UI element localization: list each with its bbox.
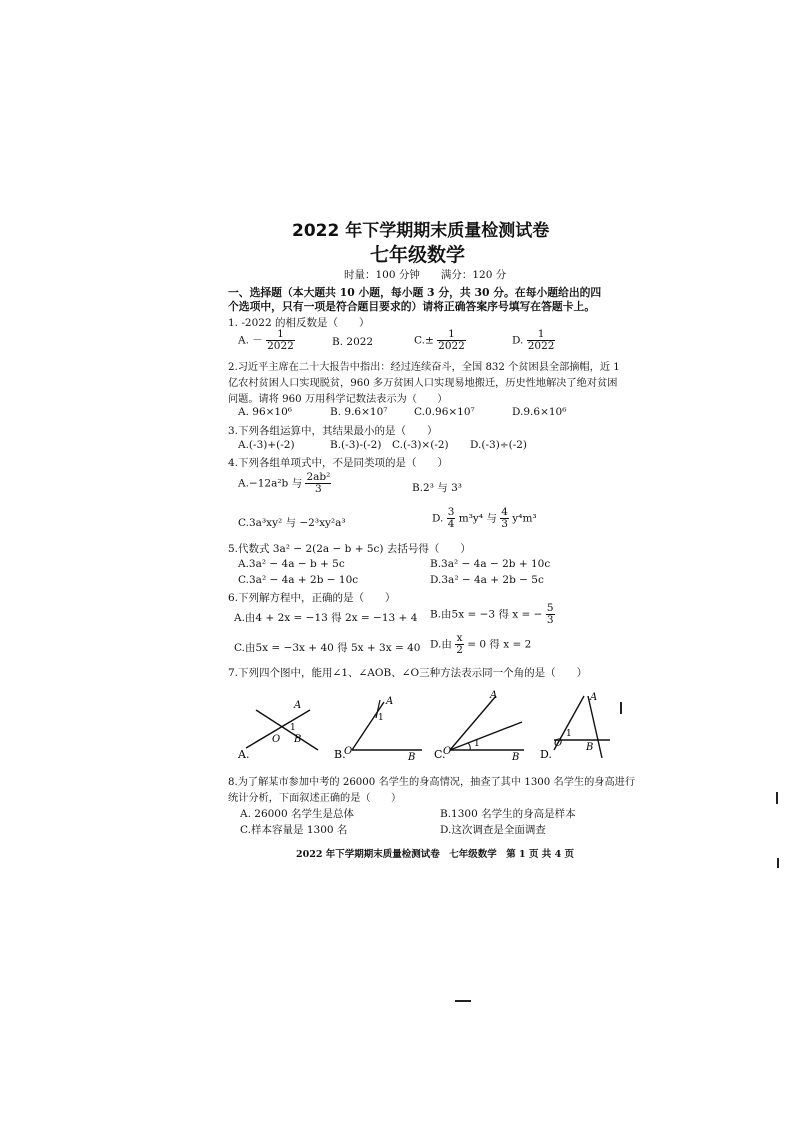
q2-line1: 2.习近平主席在二十大报告中指出：经过连续奋斗，全国 832 个贫困县全部摘帽，近 1 bbox=[228, 362, 620, 373]
q7-a-point-b: B bbox=[294, 734, 302, 745]
exam-title: 2022 年下学期期末质量检测试卷 bbox=[292, 221, 550, 241]
q7-figure-c bbox=[434, 688, 534, 760]
q4-d-den2: 3 bbox=[501, 518, 508, 531]
q5-option-a: A.3a² − 4a − b + 5c bbox=[238, 558, 345, 570]
q5-stem: 5.代数式 3a² − 2(2a − b + 5c) 去括号得（ ） bbox=[228, 543, 471, 555]
q5-option-c: C.3a² − 4a + 2b − 10c bbox=[238, 574, 359, 586]
q5-option-d: D.3a² − 4a + 2b − 5c bbox=[430, 574, 544, 586]
q1-option-a bbox=[238, 329, 295, 352]
q7-figure-a bbox=[238, 688, 328, 760]
q1-option-b: B. 2022 bbox=[332, 336, 374, 348]
q1-a-fraction bbox=[266, 329, 295, 352]
q7-c-point-b: B bbox=[512, 752, 520, 760]
q1-d-num: 1 bbox=[527, 329, 556, 341]
q7-c-point-a: A bbox=[490, 690, 498, 701]
q7-a-point-a: A bbox=[294, 700, 302, 711]
q1-a-den: 2022 bbox=[267, 340, 294, 353]
q1-option-c bbox=[414, 329, 466, 352]
q6-d-fraction bbox=[455, 633, 464, 656]
q4-d-num1: 3 bbox=[447, 506, 455, 518]
q7-d-angle-1: 1 bbox=[566, 729, 572, 739]
q1-c-num: 1 bbox=[437, 329, 466, 341]
q6-option-a: A.由4 + 2x = −13 得 2x = −13 + 4 bbox=[234, 612, 418, 624]
q7-d-point-o: O bbox=[554, 738, 563, 749]
q4-a-num: 2ab² bbox=[306, 471, 331, 483]
q2-line2: 亿农村贫困人口实现脱贫，960 多万贫困人口实现易地搬迁，历史性地解决了绝对贫困 bbox=[228, 378, 618, 389]
q7-a-point-o: O bbox=[272, 734, 281, 745]
q7-b-point-b: B bbox=[408, 752, 416, 760]
q6-option-c: C.由5x = −3x + 40 得 5x + 3x = 40 bbox=[234, 642, 421, 654]
q6-b-num: 5 bbox=[546, 602, 554, 614]
section-heading-line1: 一、选择题（本大题共 10 小题，每小题 3 分，共 30 分。在每小题给出的四 bbox=[228, 286, 602, 299]
q3-option-b: B.(-3)-(-2) bbox=[330, 439, 382, 451]
q8-option-a: A. 26000 名学生是总体 bbox=[240, 808, 354, 820]
q4-a-pre: A.−12a²b 与 bbox=[238, 477, 303, 490]
q4-option-b: B.2³ 与 3³ bbox=[412, 482, 463, 494]
q6-option-d bbox=[430, 633, 531, 656]
q4-option-c: C.3a³xy² 与 −2³xy²a³ bbox=[238, 517, 346, 529]
q7-figure-b bbox=[334, 688, 424, 760]
q6-d-num: x bbox=[456, 632, 463, 644]
q2-option-c: C.0.96×10⁷ bbox=[414, 406, 475, 418]
q3-option-a: A.(-3)+(-2) bbox=[238, 439, 295, 451]
q2-option-b: B. 9.6×10⁷ bbox=[330, 406, 388, 418]
q4-d-fraction1 bbox=[447, 507, 456, 530]
q7-figure-d bbox=[540, 688, 620, 760]
q6-d-post: = 0 得 x = 2 bbox=[467, 638, 532, 651]
q1-c-label: C.± bbox=[414, 334, 434, 347]
q7-stem: 7.下列四个图中，能用∠1、∠AOB、∠O三种方法表示同一个角的是（ ） bbox=[228, 667, 588, 679]
q6-b-den: 3 bbox=[546, 614, 554, 627]
page-footer: 2022 年下学期期末质量检测试卷 七年级数学 第 1 页 共 4 页 bbox=[296, 849, 575, 860]
q6-d-pre: D.由 bbox=[430, 638, 452, 651]
q1-d-label: D. bbox=[512, 334, 524, 347]
q2-option-d: D.9.6×10⁶ bbox=[512, 406, 567, 418]
q7-d-point-a: A bbox=[590, 692, 598, 703]
q1-option-d bbox=[512, 329, 555, 352]
q8-option-d: D.这次调查是全面调查 bbox=[440, 824, 546, 836]
q8-line1: 8.为了解某市参加中考的 26000 名学生的身高情况，抽查了其中 1300 名学生的身高进行 bbox=[228, 777, 636, 788]
q1-d-den: 2022 bbox=[527, 340, 555, 353]
q7-b-angle-1: 1 bbox=[378, 713, 384, 723]
scan-mark-bottom bbox=[455, 1000, 471, 1002]
q4-d-pre: D. bbox=[432, 512, 444, 525]
q5-option-b: B.3a² − 4a − 2b + 10c bbox=[430, 558, 551, 570]
q7-c-label: C. bbox=[434, 748, 446, 760]
q8-option-c: C.样本容量是 1300 名 bbox=[240, 824, 348, 836]
q3-option-c: C.(-3)×(-2) bbox=[392, 439, 449, 451]
q7-b-label: B. bbox=[334, 748, 346, 760]
q4-stem: 4.下列各组单项式中，不是同类项的是（ ） bbox=[228, 457, 449, 469]
q4-a-den: 3 bbox=[315, 483, 322, 496]
scan-mark-right bbox=[620, 702, 622, 714]
q1-d-fraction bbox=[527, 329, 556, 352]
q4-option-a bbox=[238, 472, 331, 495]
q7-b-point-a: A bbox=[386, 696, 394, 707]
q1-a-num: 1 bbox=[266, 329, 295, 341]
q1-a-label: A. － bbox=[238, 334, 263, 347]
q7-d-point-b: B bbox=[586, 742, 594, 753]
exam-subject: 七年级数学 bbox=[370, 244, 466, 266]
q4-option-d bbox=[432, 507, 537, 530]
q6-b-pre: B.由5x = −3 得 x = − bbox=[430, 608, 543, 621]
q7-c-angle-1: 1 bbox=[474, 739, 480, 749]
q8-line2: 统计分析，下面叙述正确的是（ ） bbox=[228, 793, 402, 804]
q4-d-num2: 4 bbox=[501, 506, 508, 518]
q2-option-a: A. 96×10⁶ bbox=[238, 406, 292, 418]
q1-stem: 1. -2022 的相反数是（ ） bbox=[228, 317, 370, 329]
q7-b-point-o: O bbox=[344, 746, 353, 757]
scan-mark-edge-2 bbox=[777, 858, 779, 868]
q4-d-post: y⁴m³ bbox=[512, 512, 537, 525]
q3-stem: 3.下列各组运算中，其结果最小的是（ ） bbox=[228, 425, 438, 437]
q1-c-fraction bbox=[437, 329, 466, 352]
q7-a-label: A. bbox=[238, 748, 250, 760]
q1-c-den: 2022 bbox=[438, 340, 465, 353]
q4-d-fraction2 bbox=[500, 507, 509, 530]
q7-d-label: D. bbox=[540, 748, 552, 760]
q4-d-den1: 4 bbox=[447, 518, 455, 531]
q7-a-angle-1: 1 bbox=[290, 723, 296, 733]
q3-option-d: D.(-3)÷(-2) bbox=[470, 439, 528, 451]
q6-b-fraction bbox=[546, 603, 555, 626]
q4-d-mid: m³y⁴ 与 bbox=[458, 512, 497, 525]
q4-a-fraction bbox=[305, 472, 331, 495]
exam-info: 时量：100 分钟 满分：120 分 bbox=[344, 269, 507, 281]
q8-option-b: B.1300 名学生的身高是样本 bbox=[440, 808, 576, 820]
q6-stem: 6.下列解方程中，正确的是（ ） bbox=[228, 592, 396, 604]
q7-c-point-o: O bbox=[443, 746, 452, 757]
q6-d-den: 2 bbox=[456, 644, 463, 657]
q2-line3: 问题。请将 960 万用科学记数法表示为（ ） bbox=[228, 394, 448, 405]
q6-option-b bbox=[430, 603, 555, 626]
section-heading-line2: 个选项中，只有一项是符合题目要求的）请将正确答案序号填写在答题卡上。 bbox=[228, 300, 596, 313]
scan-mark-edge-1 bbox=[776, 792, 778, 804]
